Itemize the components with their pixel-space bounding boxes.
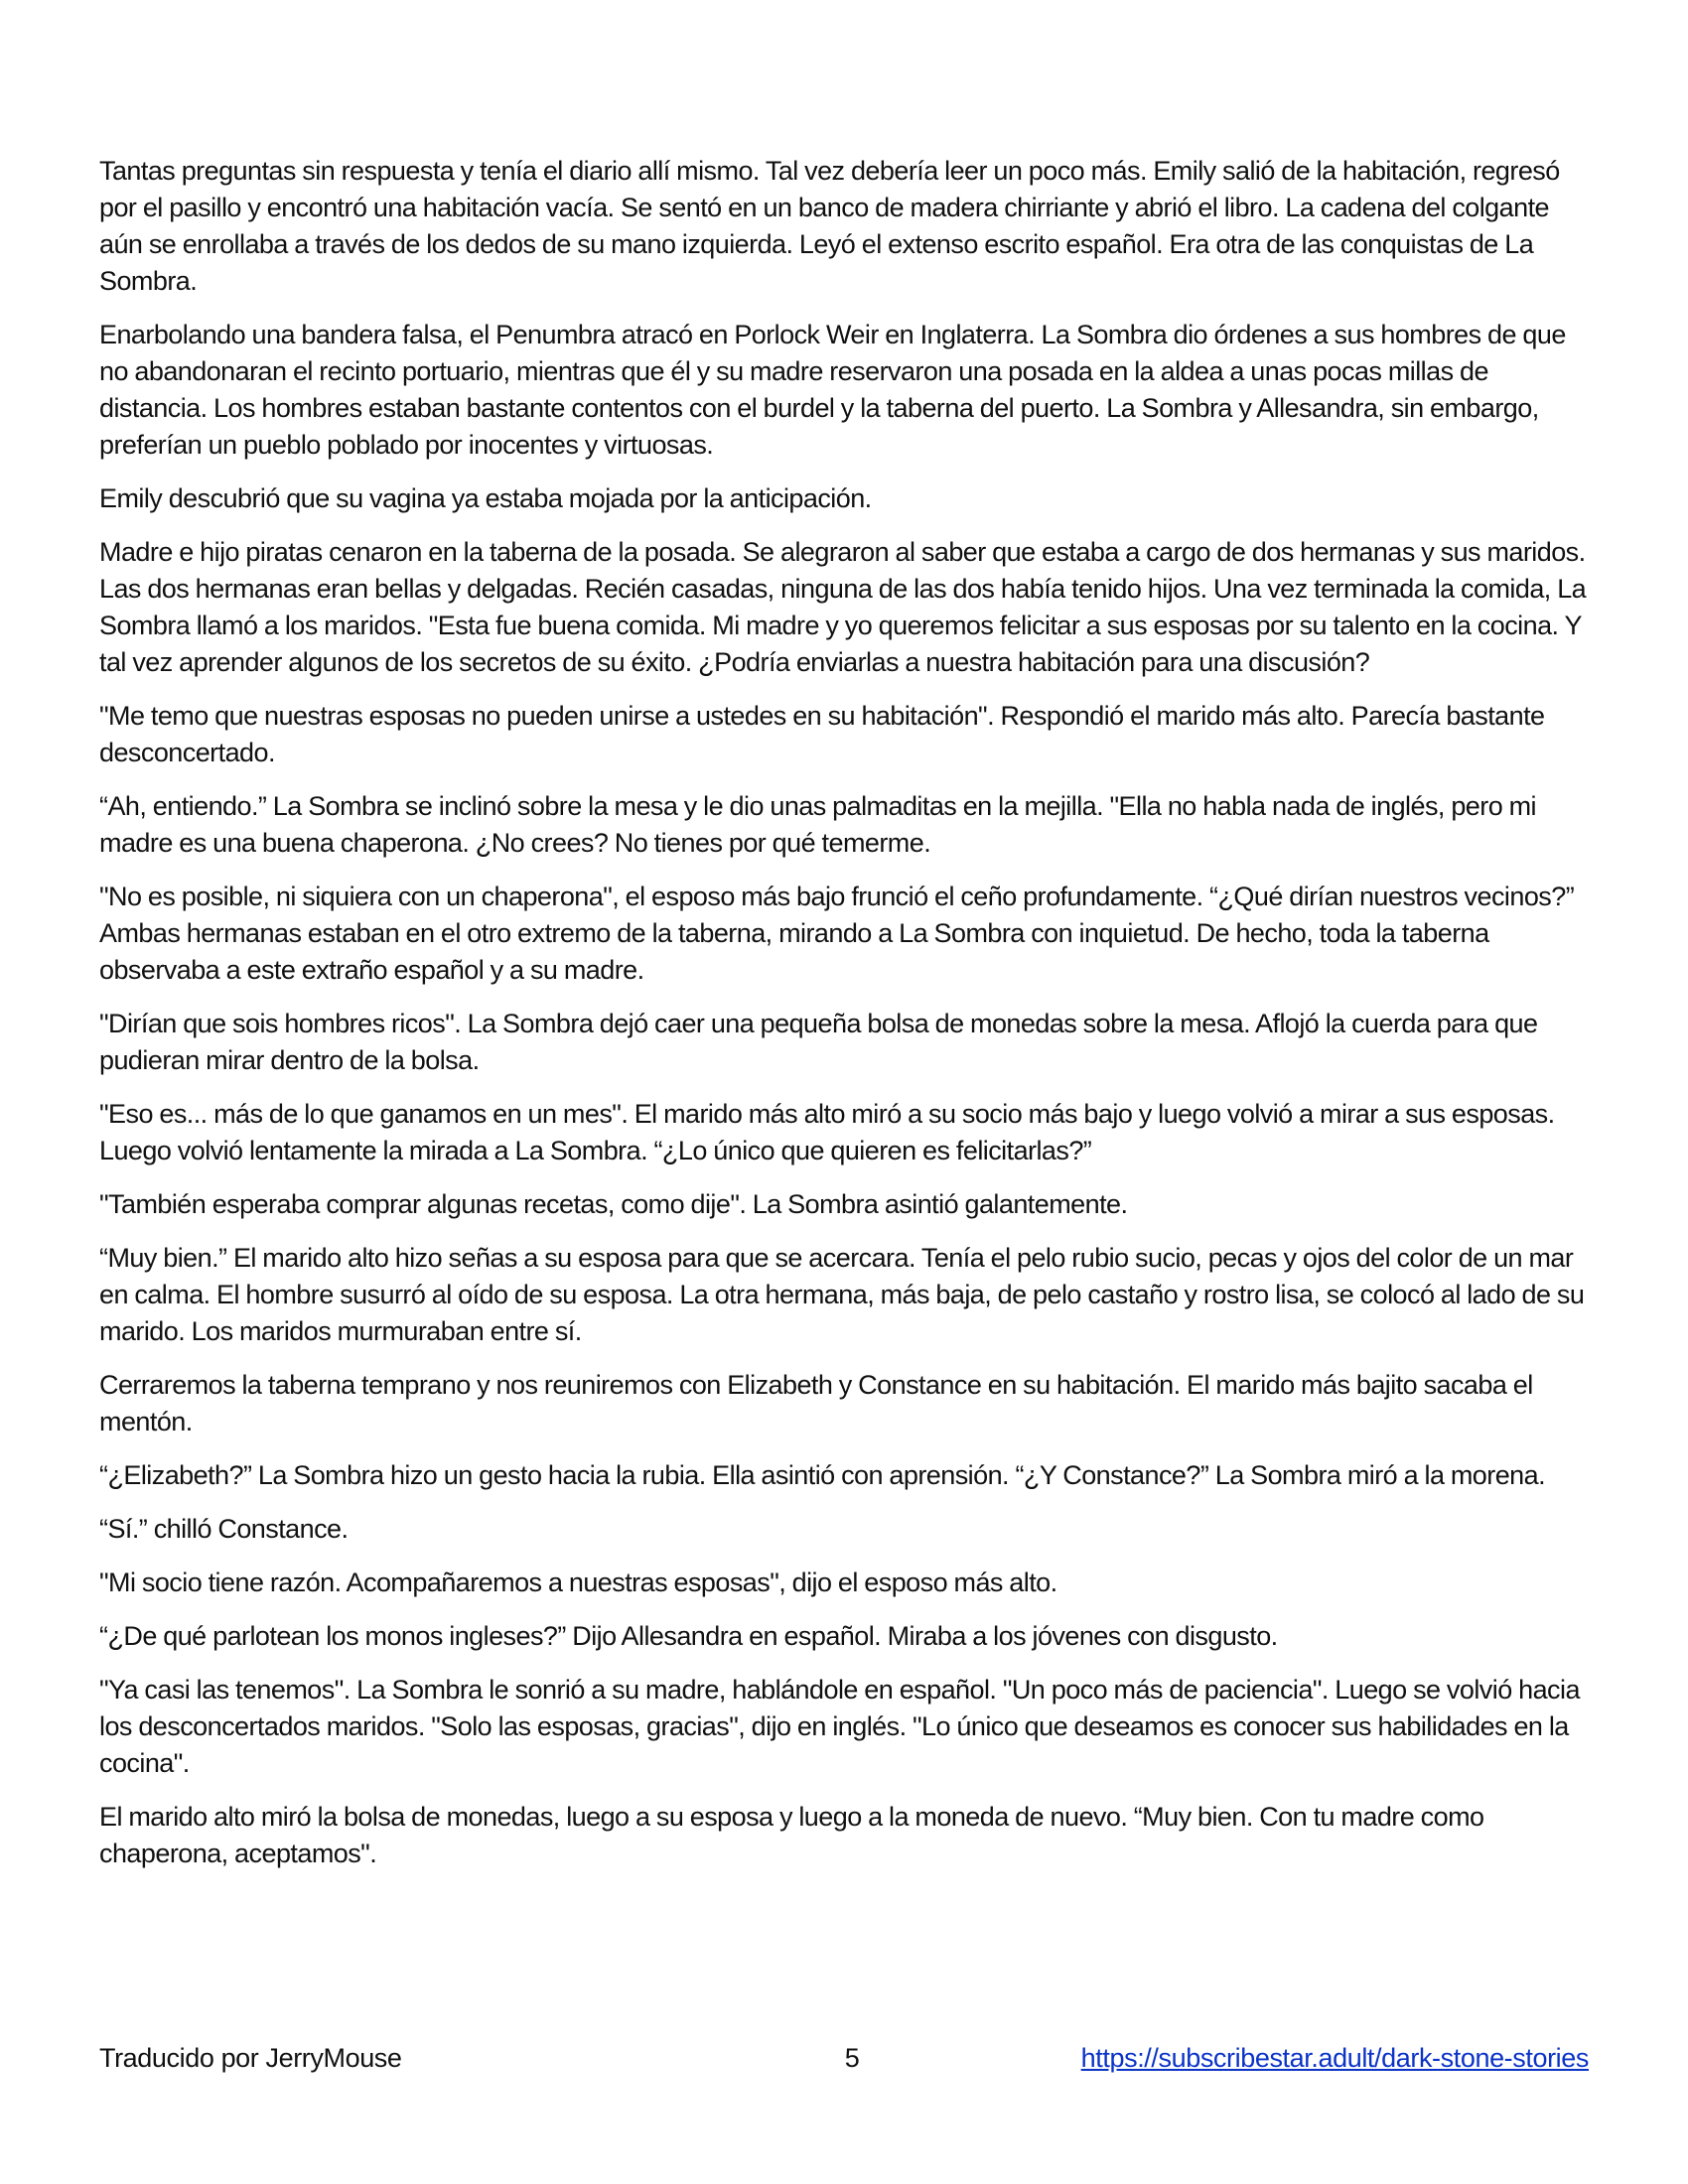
paragraph: “¿Elizabeth?” La Sombra hizo un gesto hacia la rubia. Ella asintió con aprensión. “¿Y Constance?” La Sombra miró a la morena.	[99, 1460, 1546, 1490]
paragraph: “Muy bien.” El marido alto hizo señas a su esposa para que se acercara. Tenía el pelo rubio sucio, pecas y ojos del color de un mar en calma. El hombre susurró al oído de su esposa. La otra hermana, más baja, de pelo castaño y rostro lisa, se colocó al lado de su marido. Los maridos murmuraban entre sí.	[99, 1243, 1585, 1346]
paragraph: "Mi socio tiene razón. Acompañaremos a nuestras esposas", dijo el esposo más alto.	[99, 1568, 1057, 1597]
page-footer	[99, 2040, 1589, 2080]
paragraph: "Eso es... más de lo que ganamos en un mes". El marido más alto miró a su socio más bajo y luego volvió a mirar a sus esposas. Luego volvió lentamente la mirada a La Sombra. “¿Lo único que quieren es felicitarlas?”	[99, 1099, 1555, 1165]
footer-link[interactable]: https://subscribestar.adult/dark-stone-stories	[1080, 2043, 1589, 2073]
paragraph: "Me temo que nuestras esposas no pueden unirse a ustedes en su habitación". Respondió el marido más alto. Parecía bastante desconcertado.	[99, 701, 1545, 767]
paragraph: “Sí.” chilló Constance.	[99, 1514, 349, 1544]
footer-translator: Traducido por JerryMouse	[99, 2043, 402, 2073]
paragraph: "Dirían que sois hombres ricos". La Sombra dejó caer una pequeña bolsa de monedas sobre la mesa. Aflojó la cuerda para que pudieran mirar dentro de la bolsa.	[99, 1009, 1538, 1075]
paragraph: "No es posible, ni siquiera con un chaperona", el esposo más bajo frunció el ceño profundamente. “¿Qué dirían nuestros vecinos?” Ambas hermanas estaban en el otro extremo de la taberna, mirando a La Sombra con inquietud. De hecho, toda la taberna observaba a este extraño español y a su madre.	[99, 882, 1575, 985]
paragraph: Madre e hijo piratas cenaron en la taberna de la posada. Se alegraron al saber que estaba a cargo de dos hermanas y sus maridos. Las dos hermanas eran bellas y delgadas. Recién casadas, ninguna de las dos había tenido hijos. Una vez terminada la comida, La Sombra llamó a los maridos. "Esta fue buena comida. Mi madre y yo queremos felicitar a sus esposas por su talento en la cocina. Y tal vez aprender algunos de los secretos de su éxito. ¿Podría enviarlas a nuestra habitación para una discusión?	[99, 537, 1587, 677]
paragraph: Cerraremos la taberna temprano y nos reuniremos con Elizabeth y Constance en su habitación. El marido más bajito sacaba el mentón.	[99, 1370, 1533, 1436]
paragraph: Emily descubrió que su vagina ya estaba mojada por la anticipación.	[99, 483, 872, 513]
paragraph: Tantas preguntas sin respuesta y tenía el diario allí mismo. Tal vez debería leer un poco más. Emily salió de la habitación, regresó por el pasillo y encontró una habitación vacía. Se sentó en un banco de madera chirriante y abrió el libro. La cadena del colgante aún se enrollaba a través de los dedos de su mano izquierda. Leyó el extenso escrito español. Era otra de las conquistas de La Sombra.	[99, 156, 1560, 296]
paragraph: “¿De qué parlotean los monos ingleses?” Dijo Allesandra en español. Miraba a los jóvenes con disgusto.	[99, 1621, 1278, 1651]
paragraph: Enarbolando una bandera falsa, el Penumbra atracó en Porlock Weir en Inglaterra. La Sombra dio órdenes a sus hombres de que no abandonaran el recinto portuario, mientras que él y su madre reservaron una posada en la aldea a unas pocas millas de distancia. Los hombres estaban bastante contentos con el burdel y la taberna del puerto. La Sombra y Allesandra, sin embargo, preferían un pueblo poblado por inocentes y virtuosas.	[99, 320, 1566, 460]
paragraph: “Ah, entiendo.” La Sombra se inclinó sobre la mesa y le dio unas palmaditas en la mejilla. "Ella no habla nada de inglés, pero mi madre es una buena chaperona. ¿No crees? No tienes por qué temerme.	[99, 791, 1537, 858]
paragraph: "También esperaba comprar algunas recetas, como dije". La Sombra asintió galantemente.	[99, 1189, 1128, 1219]
body-text	[99, 153, 1589, 1889]
paragraph: "Ya casi las tenemos". La Sombra le sonrió a su madre, hablándole en español. "Un poco más de paciencia". Luego se volvió hacia los desconcertados maridos. "Solo las esposas, gracias", dijo en inglés. "Lo único que deseamos es conocer sus habilidades en la cocina".	[99, 1675, 1580, 1778]
page-number: 5	[844, 2043, 860, 2073]
paragraph: El marido alto miró la bolsa de monedas, luego a su esposa y luego a la moneda de nuevo. “Muy bien. Con tu madre como chaperona, aceptamos".	[99, 1802, 1484, 1868]
